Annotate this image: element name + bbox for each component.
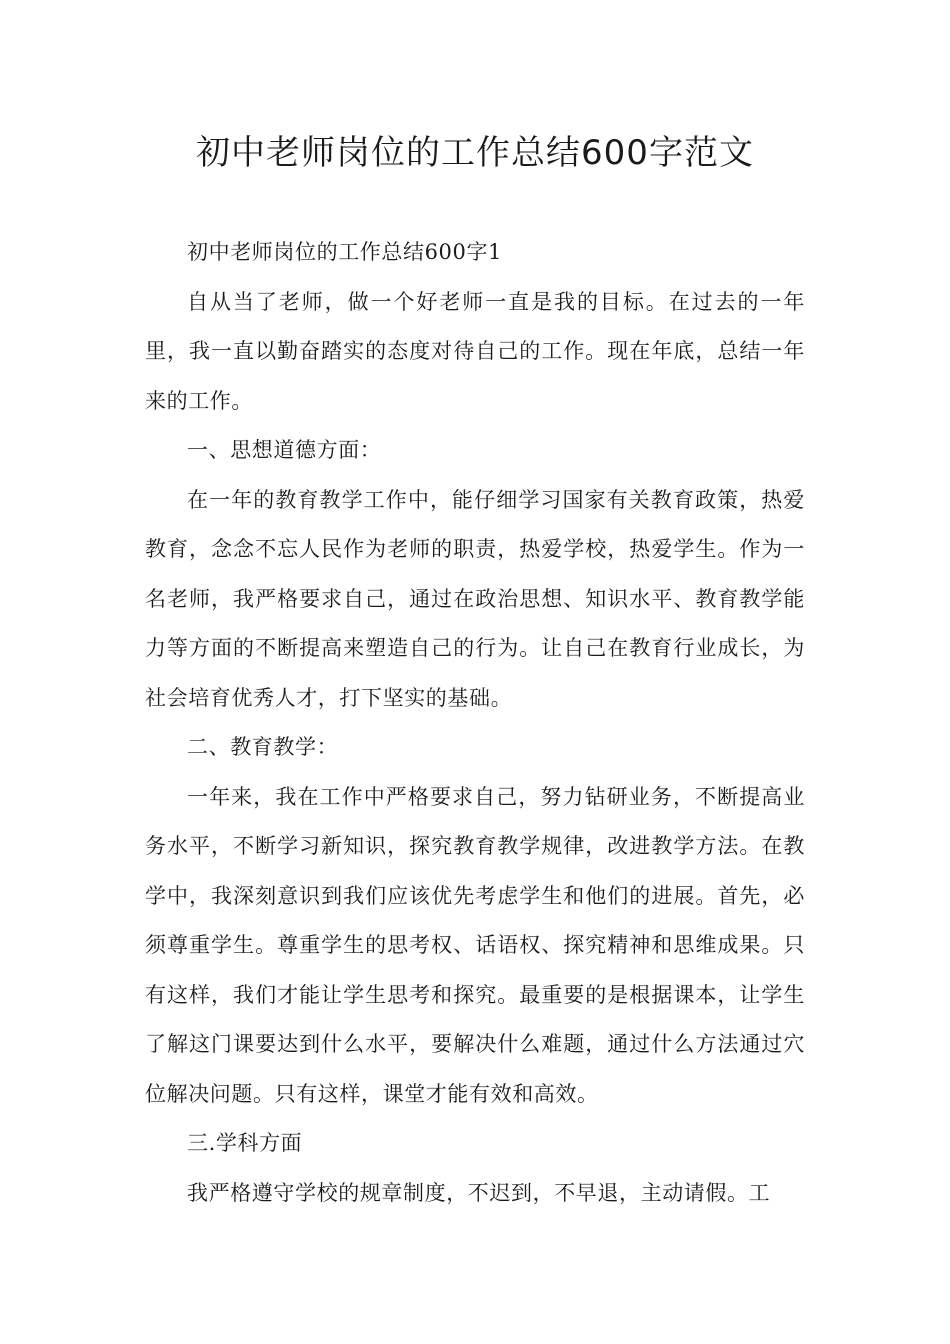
document-title: 初中老师岗位的工作总结600字范文 [196,133,754,173]
section-heading-ideology: 一、思想道德方面： [187,438,382,462]
intro-paragraph: 自从当了老师，做一个好老师一直是我的目标。在过去的一年里，我一直以勤奋踏实的态度对待自己的工作。现在年底，总结一年来的工作。 [145,289,805,413]
teaching-paragraph: 一年来，我在工作中严格要求自己，努力钻研业务，不断提高业务水平，不断学习新知识，探究教育教学规律，改进教学方法。在教学中，我深刻意识到我们应该优先考虑学生和他们的进展。首先，必须尊重学生。尊重学生的思考权、话语权、探究精神和思维成果。只有这样，我们才能让学生思考和探究。最重要的是根据课本，让学生了解这门课要达到什么水平，要解决什么难题，通过什么方法通过穴位解决问题。只有这样，课堂才能有效和高效。 [145,784,805,1106]
section-heading-teaching: 二、教育教学： [187,735,339,759]
section-heading-subject: 三.学科方面 [187,1131,303,1155]
section-heading-summary-1: 初中老师岗位的工作总结600字1 [187,240,503,264]
ideology-paragraph: 在一年的教育教学工作中，能仔细学习国家有关教育政策，热爱教育，念念不忘人民作为老师的职责，热爱学校，热爱学生。作为一名老师，我严格要求自己，通过在政治思想、知识水平、教育教学能力等方面的不断提高来塑造自己的行为。让自己在教育行业成长，为社会培育优秀人才，打下坚实的基础。 [145,487,805,710]
subject-paragraph: 我严格遵守学校的规章制度，不迟到，不早退，主动请假。工 [187,1180,771,1205]
document-body [145,228,805,1218]
